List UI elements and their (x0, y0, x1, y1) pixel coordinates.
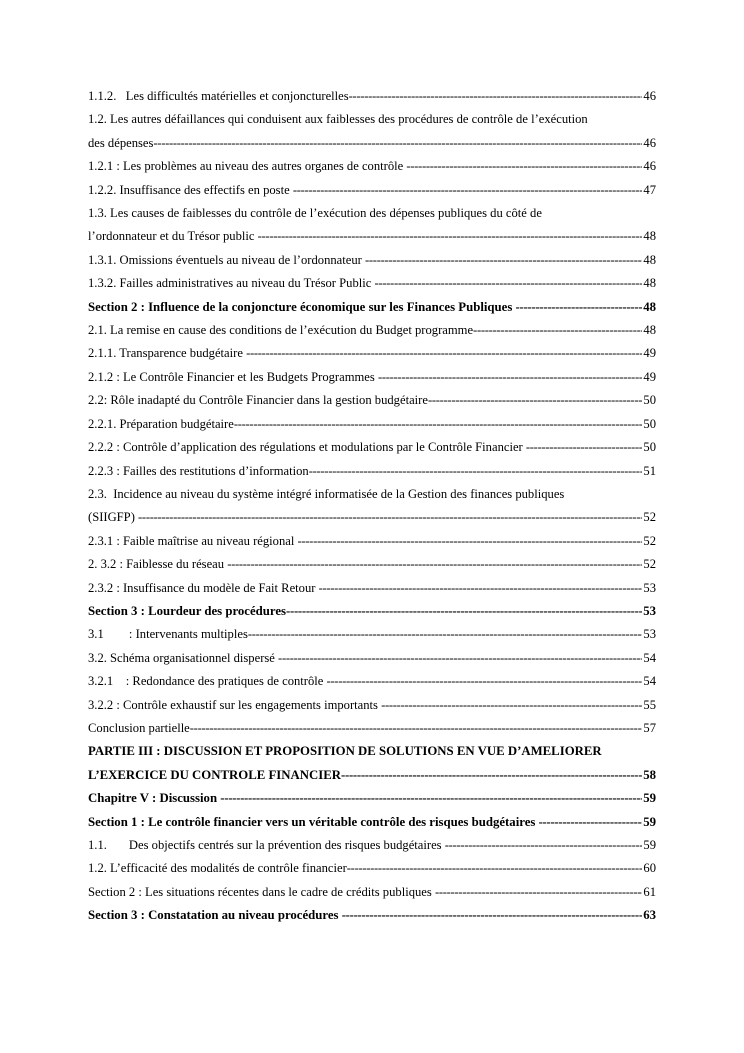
toc-page-number: 54 (643, 674, 656, 689)
toc-entry-label: 1.2.1 : Les problèmes au niveau des autres organes de contrôle (88, 159, 407, 174)
toc-entry-label: 1.1. Des objectifs centrés sur la prévention des risques budgétaires (88, 838, 445, 852)
toc-entry-heading-line: 1.3. Les causes de faiblesses du contrôle de l’exécution des dépenses publiques du côté de (88, 206, 542, 221)
toc-entry-label: l’ordonnateur et du Trésor public (88, 229, 258, 244)
toc-entry[interactable] (88, 857, 656, 880)
toc-leader-dashes (473, 319, 642, 342)
toc-entry-label: 3.2. Schéma organisationnel dispersé (88, 650, 279, 665)
toc-page-number: 46 (643, 159, 656, 174)
toc-entry-label: 2.2.3 : Failles des restitutions d’information (88, 463, 309, 478)
toc-entry[interactable] (88, 413, 656, 436)
toc-page-number: 54 (643, 650, 656, 665)
toc-entry[interactable] (88, 670, 656, 693)
toc-entry-label: 2.3.1 : Faible maîtrise au niveau régional (88, 533, 298, 548)
toc-page-number: 53 (643, 603, 656, 618)
toc-entry[interactable] (88, 623, 656, 646)
toc-page-number: 59 (643, 838, 656, 852)
toc-page-number: 48 (643, 299, 656, 314)
toc-page-number: 52 (643, 557, 656, 572)
toc-entry-label: Chapitre V : Discussion (88, 791, 221, 806)
toc-page-number: 52 (643, 533, 656, 548)
toc-leader-dashes (227, 553, 642, 576)
toc-page-number: 59 (643, 814, 656, 829)
toc-entry[interactable] (88, 553, 656, 576)
toc-leader-dashes (319, 577, 643, 600)
toc-entry[interactable] (88, 225, 656, 248)
toc-page-number: 60 (643, 861, 656, 876)
toc-leader-dashes (342, 904, 643, 927)
toc-page-number: 50 (643, 416, 656, 431)
toc-leader-dashes (378, 366, 642, 389)
toc-page-number: 47 (643, 182, 656, 197)
toc-leader-dashes (246, 342, 642, 365)
toc-leader-dashes (258, 225, 643, 248)
toc-page-number: 48 (643, 276, 656, 291)
toc-entry-label: 1.3.1. Omissions éventuels au niveau de l’ordonnateur (88, 252, 366, 267)
toc-page-number: 50 (643, 393, 656, 408)
toc-entry[interactable] (88, 530, 656, 553)
toc-entry[interactable] (88, 811, 656, 834)
toc-entry-label: Section 3 : Lourdeur des procédures (88, 603, 287, 618)
toc-page-number: 57 (643, 720, 656, 735)
toc-entry-label: 3.1 : Intervenants multiples (88, 627, 248, 642)
toc-entry[interactable] (88, 179, 656, 202)
toc-leader-dashes (445, 834, 643, 857)
toc-leader-dashes (293, 179, 643, 202)
toc-leader-dashes (298, 530, 643, 553)
toc-leader-dashes (539, 811, 643, 834)
toc-page-number: 46 (643, 135, 656, 150)
toc-page-number: 55 (643, 697, 656, 712)
toc-leader-dashes (278, 647, 642, 670)
toc-entry[interactable] (88, 272, 656, 295)
toc-leader-dashes (435, 881, 642, 904)
toc-entry[interactable] (88, 460, 656, 483)
toc-leader-dashes (220, 787, 642, 810)
toc-leader-dashes (381, 694, 642, 717)
toc-entry[interactable] (88, 904, 656, 927)
toc-leader-dashes (341, 764, 642, 787)
toc-entry-label: des dépenses (88, 135, 154, 150)
toc-entry-label: 1.1.2. Les difficultés matérielles et conjoncturelles (88, 89, 349, 103)
toc-entry-label: 3.2.1 : Redondance des pratiques de contrôle (88, 674, 327, 689)
toc-entry[interactable] (88, 155, 656, 178)
toc-entry[interactable] (88, 342, 656, 365)
toc-entry-label: 2.1.2 : Le Contrôle Financier et les Budgets Programmes (88, 369, 378, 384)
toc-page-number: 48 (643, 323, 656, 338)
toc-leader-dashes (190, 717, 643, 740)
toc-entry[interactable] (88, 296, 656, 319)
toc-page-number: 49 (643, 346, 656, 361)
toc-entry-label: 2.2.1. Préparation budgétaire (88, 416, 234, 431)
toc-leader-dashes (365, 249, 642, 272)
toc-entry[interactable] (88, 881, 656, 904)
toc-entry[interactable] (88, 834, 656, 857)
toc-leader-dashes (153, 132, 642, 155)
toc-page-number: 49 (643, 369, 656, 384)
toc-entry-label: 2.1.1. Transparence budgétaire (88, 346, 247, 361)
toc-entry[interactable] (88, 366, 656, 389)
toc-entry-label: 2.2: Rôle inadapté du Contrôle Financier dans la gestion budgétaire (88, 393, 428, 408)
toc-entry-label: 2.3.2 : Insuffisance du modèle de Fait Retour (88, 580, 319, 595)
toc-leader-dashes (406, 155, 642, 178)
table-of-contents (88, 85, 656, 928)
toc-leader-dashes (234, 413, 643, 436)
toc-page-number: 59 (643, 791, 656, 806)
toc-page-number: 53 (643, 580, 656, 595)
toc-entry-heading-line: PARTIE III : DISCUSSION ET PROPOSITION DE SOLUTIONS EN VUE D’AMELIORER (88, 744, 602, 759)
toc-page-number: 63 (643, 908, 656, 923)
toc-entry[interactable] (88, 717, 656, 740)
toc-entry-label: Section 2 : Les situations récentes dans le cadre de crédits publiques (88, 884, 435, 899)
toc-entry[interactable] (88, 436, 656, 459)
toc-leader-dashes (526, 436, 643, 459)
toc-entry[interactable] (88, 577, 656, 600)
toc-entry[interactable] (88, 319, 656, 342)
toc-page-number: 48 (643, 252, 656, 267)
toc-entry-label: 2. 3.2 : Faiblesse du réseau (88, 557, 228, 572)
toc-entry-label: Section 1 : Le contrôle financier vers un véritable contrôle des risques budgétaires (88, 814, 539, 829)
toc-entry[interactable] (88, 647, 656, 670)
toc-entry-label: 3.2.2 : Contrôle exhaustif sur les engagements importants (88, 697, 382, 712)
toc-entry[interactable] (88, 787, 656, 810)
toc-entry[interactable] (88, 600, 656, 623)
toc-entry[interactable] (88, 764, 656, 787)
toc-leader-dashes (309, 460, 643, 483)
toc-entry[interactable] (88, 132, 656, 155)
toc-leader-dashes (374, 272, 642, 295)
toc-leader-dashes (428, 389, 642, 412)
toc-page-number: 53 (643, 627, 656, 642)
toc-leader-dashes (138, 506, 642, 529)
toc-page-number: 46 (643, 89, 656, 103)
toc-page-number: 61 (643, 884, 656, 899)
toc-leader-dashes (327, 670, 643, 693)
toc-entry-label: L’EXERCICE DU CONTROLE FINANCIER (88, 767, 342, 782)
toc-leader-dashes (248, 623, 643, 646)
toc-entry-label: 1.2.2. Insuffisance des effectifs en poste (88, 182, 293, 197)
toc-entry-heading-line: 1.2. Les autres défaillances qui conduisent aux faiblesses des procédures de contrôle de l’exécution (88, 112, 588, 127)
toc-entry-label: Conclusion partielle (88, 720, 190, 735)
toc-entry-heading-line: 2.3. Incidence au niveau du système intégré informatisée de la Gestion des finances publiques (88, 486, 565, 501)
toc-page-number: 58 (643, 767, 656, 782)
toc-entry[interactable] (88, 249, 656, 272)
toc-entry-label: 1.3.2. Failles administratives au niveau du Trésor Public (88, 276, 375, 291)
toc-page-number: 50 (643, 440, 656, 455)
toc-leader-dashes (347, 857, 643, 880)
toc-leader-dashes (286, 600, 642, 623)
toc-entry-label: Section 2 : Influence de la conjoncture économique sur les Finances Publiques (88, 299, 516, 314)
toc-entry[interactable] (88, 506, 656, 529)
toc-entry[interactable] (88, 389, 656, 412)
toc-entry-label: 2.1. La remise en cause des conditions de l’exécution du Budget programme (88, 323, 474, 338)
toc-leader-dashes (349, 85, 643, 108)
toc-entry[interactable] (88, 85, 656, 108)
toc-page-number: 48 (643, 229, 656, 244)
toc-entry[interactable] (88, 694, 656, 717)
toc-entry-label: 2.2.2 : Contrôle d’application des régulations et modulations par le Contrôle Financier (88, 440, 526, 455)
toc-page-number: 51 (643, 463, 656, 478)
toc-leader-dashes (516, 296, 643, 319)
toc-entry-label: (SIIGFP) (88, 510, 139, 525)
toc-page-number: 52 (643, 510, 656, 525)
toc-entry-label: Section 3 : Constatation au niveau procédures (88, 908, 342, 923)
toc-entry-label: 1.2. L’efficacité des modalités de contrôle financier (88, 861, 347, 876)
